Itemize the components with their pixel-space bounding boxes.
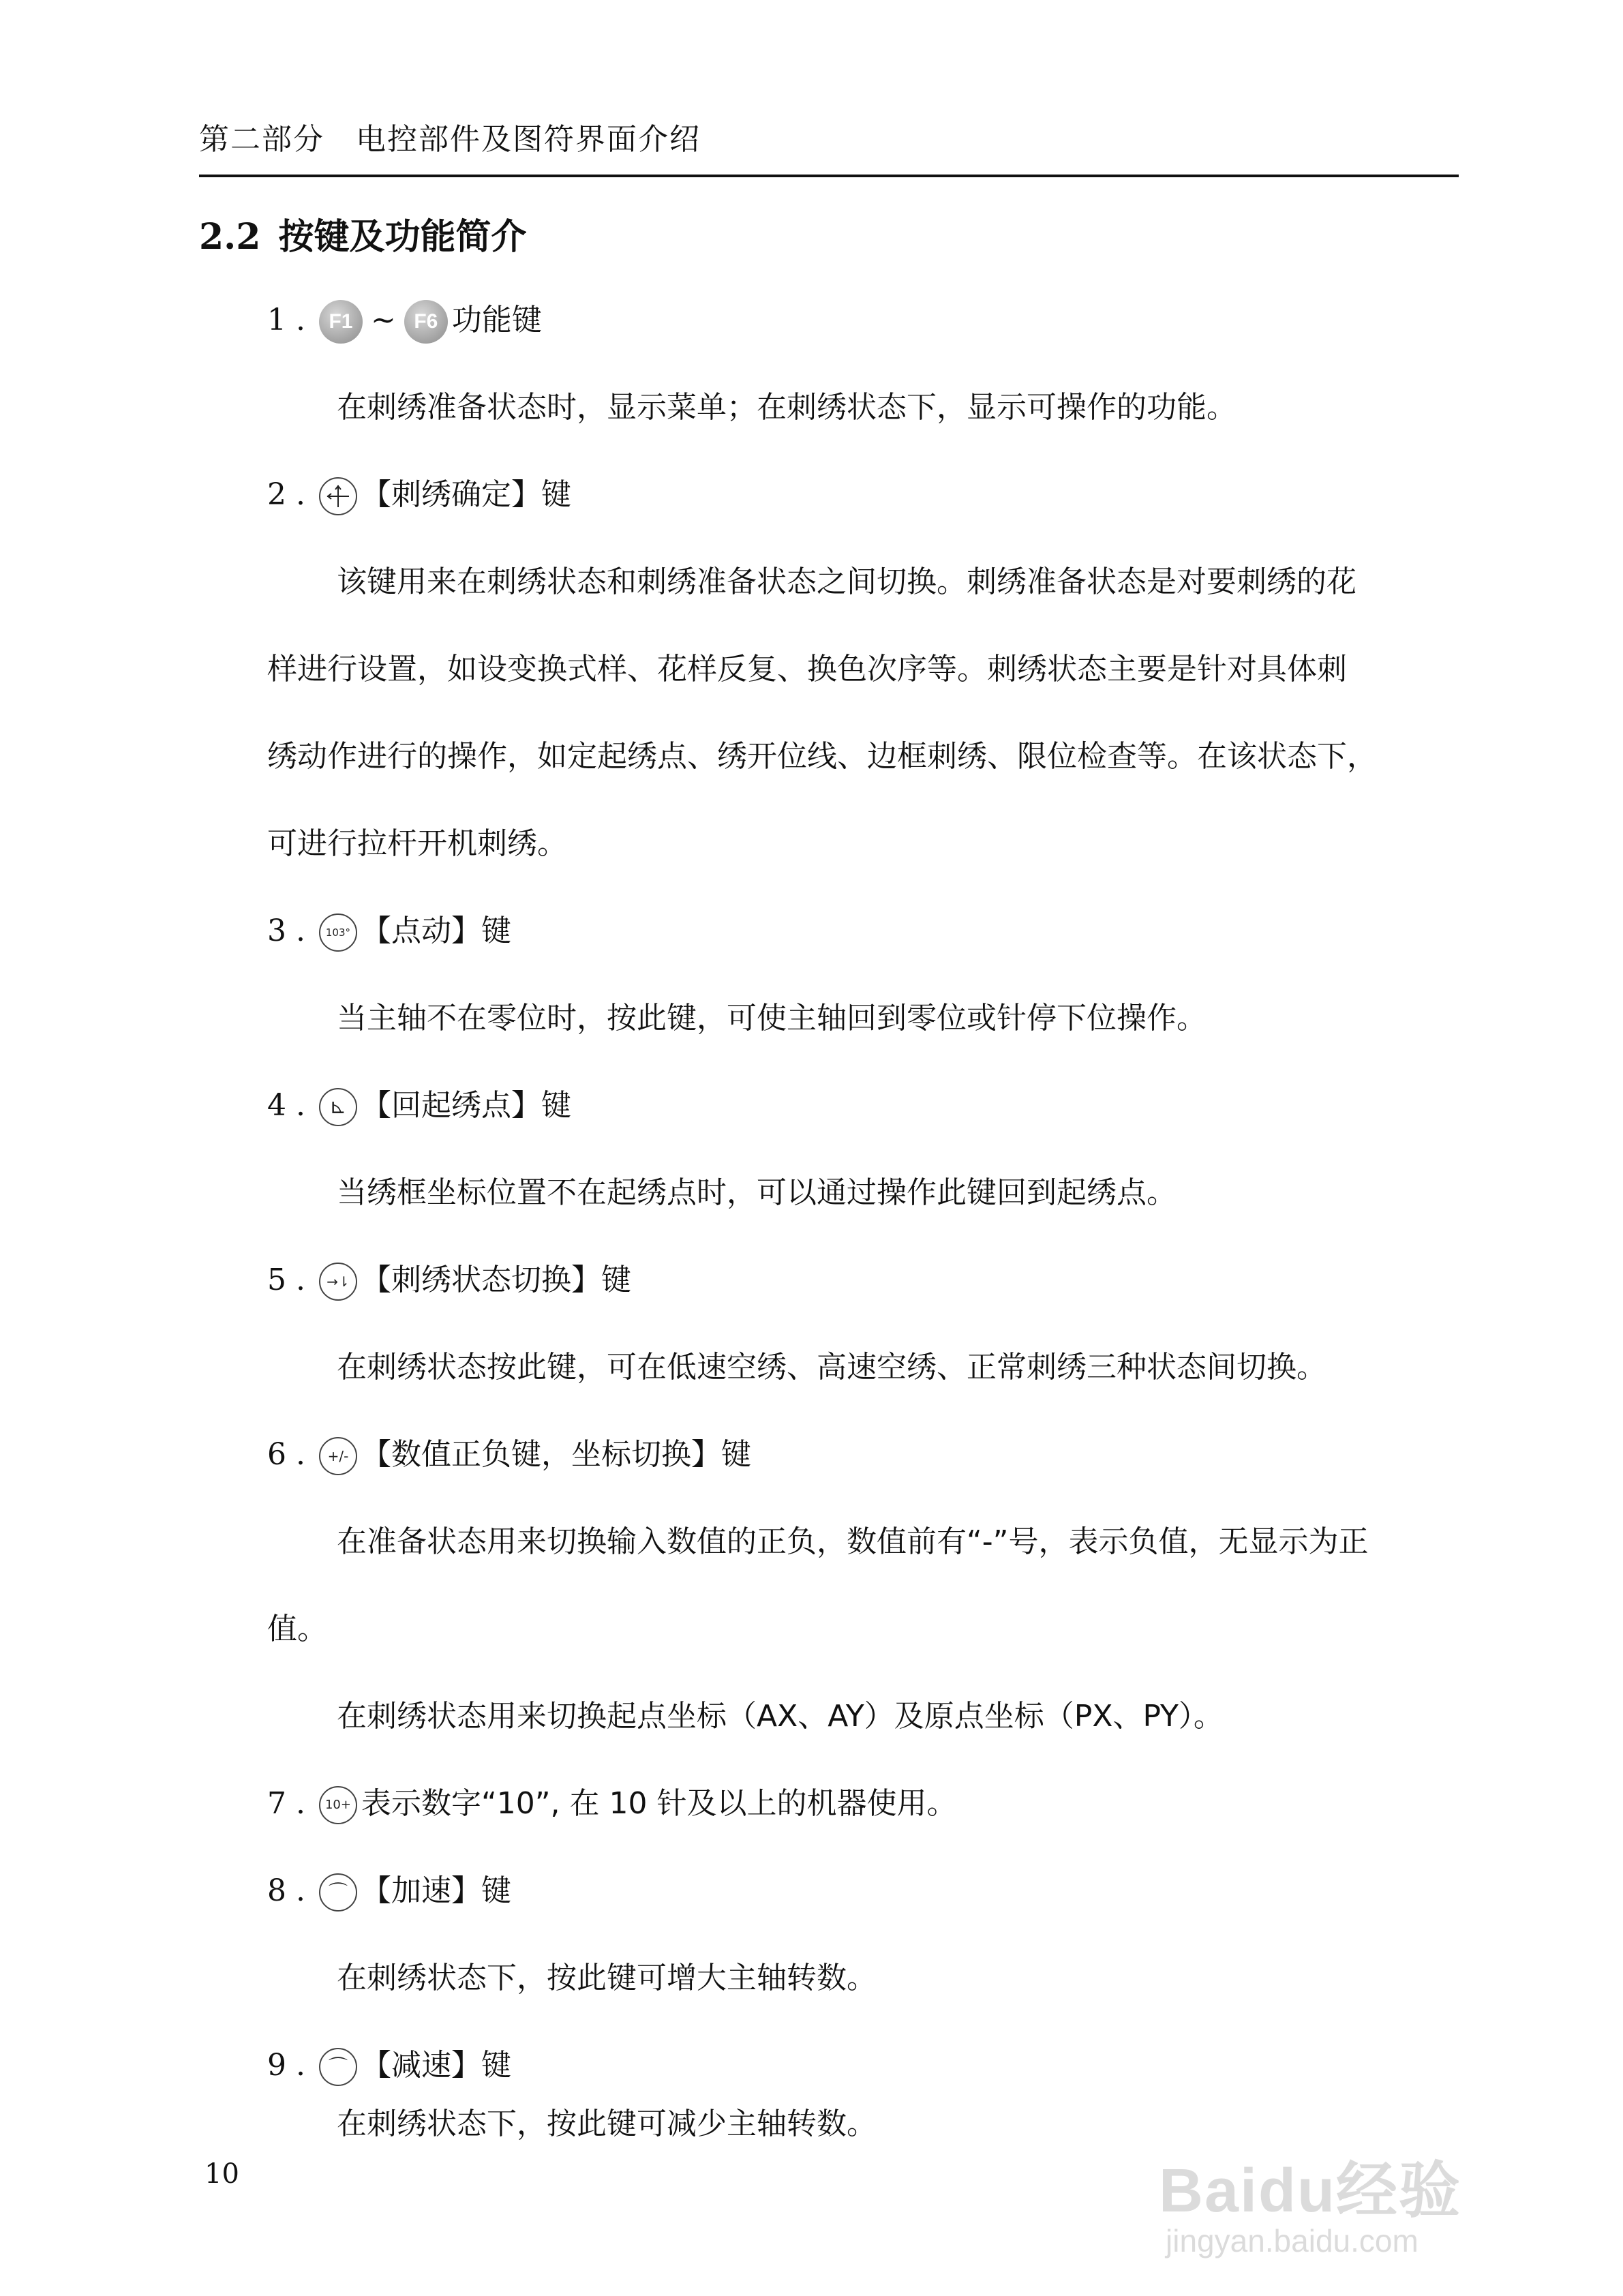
f1-key-icon: F1 (319, 300, 363, 344)
watermark-url: jingyan.baidu.com (1166, 2223, 1419, 2259)
item-5-heading (267, 1260, 631, 1301)
item-number: 4 . (267, 1088, 305, 1123)
item-2-heading (267, 474, 571, 515)
item-label: 【减速】键 (361, 2048, 511, 2083)
section-number: 2.2 (199, 216, 261, 258)
item-2-desc-0: 该键用来在刺绣状态和刺绣准备状态之间切换。刺绣准备状态是对要刺绣的花 (337, 564, 1356, 599)
item-8-desc-0: 在刺绣状态下，按此键可增大主轴转数。 (337, 1961, 877, 1995)
item-label: 【回起绣点】键 (361, 1088, 571, 1123)
item-9-desc-0: 在刺绣状态下，按此键可减少主轴转数。 (337, 2106, 877, 2141)
item-number: 3 . (267, 913, 305, 948)
item-6-desc-2: 在刺绣状态用来切换起点坐标（AX、AY）及原点坐标（PX、PY）。 (337, 1699, 1224, 1734)
item-3-desc-0: 当主轴不在零位时，按此键，可使主轴回到零位或针停下位操作。 (337, 1001, 1207, 1036)
range-separator: ~ (370, 303, 396, 337)
item-6-desc-0: 在准备状态用来切换输入数值的正负，数值前有“-”号，表示负值，无显示为正 (337, 1524, 1369, 1559)
item-label: 【刺绣确定】键 (361, 477, 571, 512)
item-label: 功能键 (451, 303, 542, 337)
watermark-logo: Baidu经验 (1159, 2157, 1462, 2225)
item-number: 9 . (267, 2048, 305, 2083)
item-number: 1 . (267, 303, 305, 337)
item-5-desc-0: 在刺绣状态按此键，可在低速空绣、高速空绣、正常刺绣三种状态间切换。 (337, 1350, 1326, 1385)
speed-up-icon: ⌒ (319, 1873, 357, 1912)
item-6-heading (267, 1434, 751, 1475)
item-3-heading (267, 911, 511, 952)
item-number: 2 . (267, 477, 305, 512)
item-7-heading (267, 1783, 956, 1824)
item-2-desc-2: 绣动作进行的操作，如定起绣点、绣开位线、边框刺绣、限位检查等。在该状态下， (267, 739, 1377, 774)
item-2-desc-1: 样进行设置，如设变换式样、花样反复、换色次序等。刺绣状态主要是针对具体刺 (267, 652, 1347, 686)
section-title: 按键及功能简介 (278, 217, 527, 258)
item-4-heading (267, 1085, 571, 1126)
embroidery-mode-switch-icon: →⇂ (319, 1263, 357, 1301)
item-9-heading (267, 2045, 511, 2086)
item-label: 【刺绣状态切换】键 (361, 1263, 631, 1297)
item-6-desc-1: 值。 (267, 1612, 327, 1646)
plus-minus-icon: +/- (319, 1437, 357, 1475)
page-header-title: 第二部分 电控部件及图符界面介绍 (199, 122, 701, 157)
ten-plus-icon: 10+ (319, 1786, 357, 1824)
item-label: 【加速】键 (361, 1873, 511, 1908)
item-2-desc-3: 可进行拉杆开机刺绣。 (267, 826, 567, 861)
baidu-watermark (1159, 2100, 1541, 2277)
item-label: 【数值正负键，坐标切换】键 (361, 1437, 751, 1472)
item-label: 【点动】键 (361, 913, 511, 948)
page-number: 10 (204, 2158, 239, 2190)
item-number: 8 . (267, 1873, 305, 1908)
item-number: 5 . (267, 1263, 305, 1297)
header-divider (199, 175, 1459, 177)
item-1-desc-0: 在刺绣准备状态时，显示菜单；在刺绣状态下，显示可操作的功能。 (337, 390, 1237, 425)
item-label: 表示数字“10”, 在 10 针及以上的机器使用。 (361, 1786, 957, 1821)
item-number: 6 . (267, 1437, 305, 1472)
item-4-desc-0: 当绣框坐标位置不在起绣点时，可以通过操作此键回到起绣点。 (337, 1175, 1177, 1210)
f6-key-icon: F6 (404, 300, 448, 344)
item-1-heading (267, 300, 542, 344)
item-number: 7 . (267, 1786, 305, 1821)
section-heading (199, 208, 526, 259)
slow-down-icon: ⌒ (319, 2048, 357, 2086)
jog-icon: 103° (319, 913, 357, 952)
item-8-heading (267, 1871, 511, 1912)
crosshair-icon (319, 477, 357, 515)
return-origin-icon: ⊾ (319, 1088, 357, 1126)
